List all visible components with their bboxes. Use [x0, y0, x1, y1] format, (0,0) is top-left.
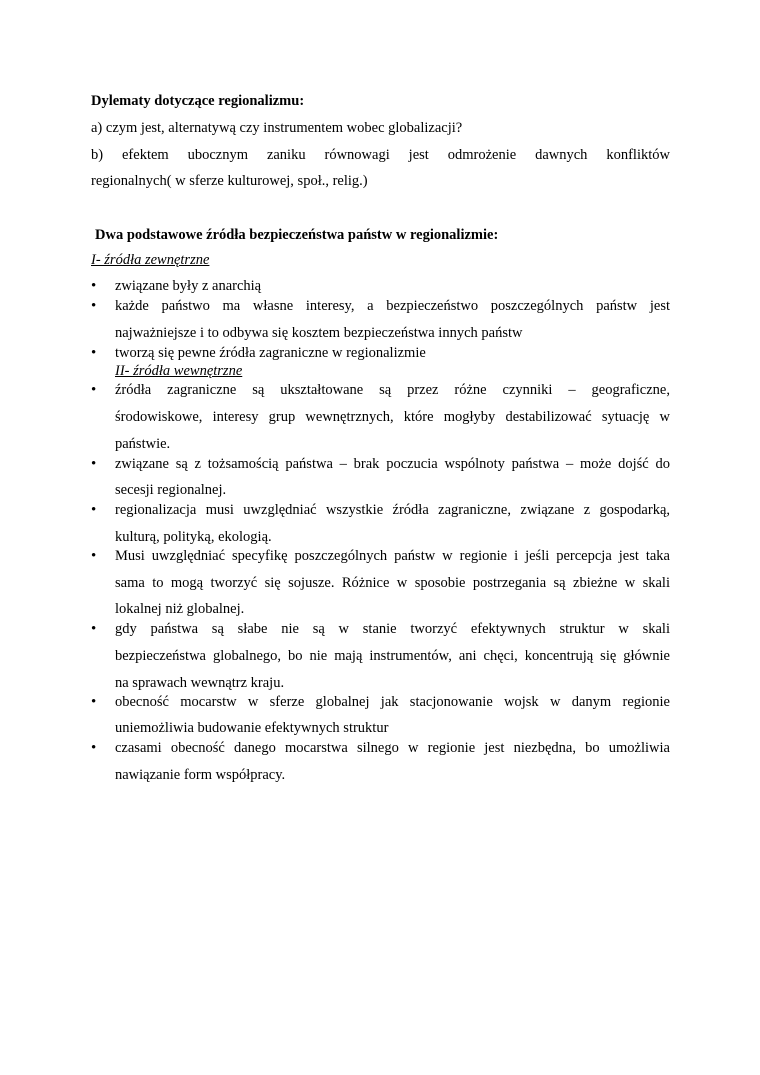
bullet-icon: • — [91, 740, 97, 756]
bullet-icon: • — [91, 298, 97, 314]
list-item-continuation: nawiązanie form współpracy. — [115, 767, 286, 783]
list-item: każde państwo ma własne interesy, a bezpieczeństwo poszczególnych państw jest — [115, 298, 670, 314]
bullet-icon: • — [91, 621, 97, 637]
bullet-icon: • — [91, 502, 97, 518]
dilemma-b-line1: b) efektem ubocznym zaniku równowagi jest odmrożenie dawnych konfliktów — [91, 147, 670, 163]
dilemmas-heading: Dylematy dotyczące regionalizmu: — [91, 93, 305, 109]
list-item: regionalizacja musi uwzględniać wszystkie źródła zagraniczne, związane z gospodarką, — [115, 502, 670, 518]
list-item: Musi uwzględniać specyfikę poszczególnych państw w regionie i jeśli percepcja jest taka — [115, 548, 670, 564]
dilemma-a: a) czym jest, alternatywą czy instrumentem wobec globalizacji? — [91, 120, 463, 136]
bullet-icon: • — [91, 345, 97, 361]
list-item: związane były z anarchią — [115, 278, 262, 294]
list-item: związane są z tożsamością państwa – brak poczucia wspólnoty państwa – może dojść do — [115, 456, 670, 472]
bullet-icon: • — [91, 382, 97, 398]
list-item-continuation: lokalnej niż globalnej. — [115, 601, 245, 617]
list-item: źródła zagraniczne są ukształtowane są przez różne czynniki – geograficzne, — [115, 382, 670, 398]
list-item-continuation: najważniejsze i to odbywa się kosztem bezpieczeństwa innych państw — [115, 325, 523, 341]
list-item-continuation: sama to mogą tworzyć się sojusze. Różnice w sposobie postrzegania są zbieżne w skali — [115, 575, 670, 591]
list-item-continuation: bezpieczeństwa globalnego, bo nie mają instrumentów, ani chęci, koncentrują się głównie — [115, 648, 670, 664]
list-item: czasami obecność danego mocarstwa silnego w regionie jest niezbędna, bo umożliwia — [115, 740, 670, 756]
list-item-continuation: środowiskowe, interesy grup wewnętrznych, które mogłyby destabilizować sytuację w — [115, 409, 670, 425]
list-item: gdy państwa są słabe nie są w stanie tworzyć efektywnych struktur w skali — [115, 621, 670, 637]
bullet-icon: • — [91, 694, 97, 710]
bullet-icon: • — [91, 456, 97, 472]
sources-heading: Dwa podstawowe źródła bezpieczeństwa państw w regionalizmie: — [95, 227, 499, 243]
dilemma-b-line2: regionalnych( w sferze kulturowej, społ., relig.) — [91, 173, 368, 189]
external-sources-subheading: I- źródła zewnętrzne — [91, 252, 210, 268]
bullet-icon: • — [91, 278, 97, 294]
list-item-continuation: kulturą, polityką, ekologią. — [115, 529, 272, 545]
bullet-icon: • — [91, 548, 97, 564]
list-item: tworzą się pewne źródła zagraniczne w regionalizmie — [115, 345, 426, 361]
list-item-continuation: na sprawach wewnątrz kraju. — [115, 675, 285, 691]
list-item-continuation: secesji regionalnej. — [115, 482, 227, 498]
list-item: obecność mocarstw w sferze globalnej jak stacjonowanie wojsk w danym regionie — [115, 694, 670, 710]
internal-sources-subheading: II- źródła wewnętrzne — [115, 363, 243, 379]
list-item-continuation: państwie. — [115, 436, 171, 452]
list-item-continuation: uniemożliwia budowanie efektywnych struktur — [115, 720, 389, 736]
